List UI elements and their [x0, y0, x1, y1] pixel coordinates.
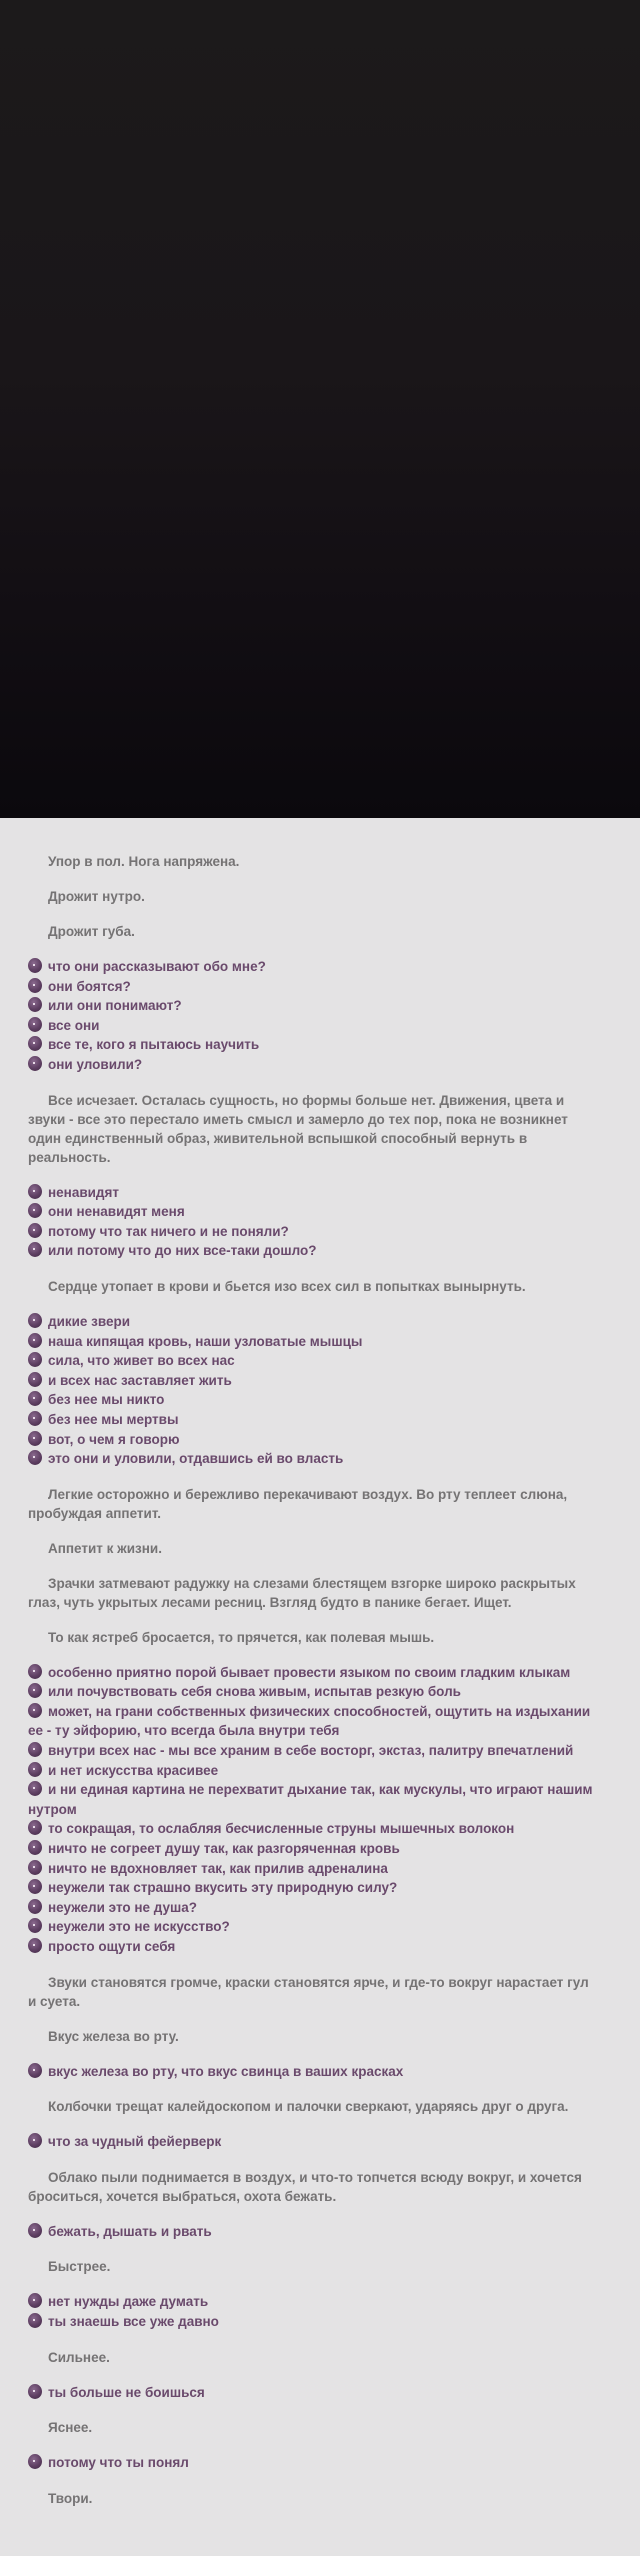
list-item-text: и всех нас заставляет жить [48, 1372, 232, 1388]
purple-sphere-bullet-icon [28, 1664, 42, 1679]
purple-sphere-bullet-icon [28, 1242, 42, 1257]
purple-sphere-bullet-icon [28, 958, 42, 973]
purple-sphere-bullet-icon [28, 1742, 42, 1757]
list-item-text: все те, кого я пытаюсь научить [48, 1037, 260, 1053]
list-item [28, 1761, 600, 1781]
paragraph: Вкус железа во рту. [48, 2028, 179, 2044]
paragraph: Сильнее. [48, 2349, 110, 2365]
purple-sphere-bullet-icon [28, 2293, 42, 2308]
purple-sphere-bullet-icon [28, 1860, 42, 1875]
purple-sphere-bullet-icon [28, 1313, 42, 1328]
purple-sphere-bullet-icon [28, 1703, 42, 1718]
list-item-text: ты больше не боишься [48, 2384, 205, 2400]
list-item [28, 1332, 600, 1352]
list-item-text: ненавидят [48, 1184, 119, 1200]
list-item [28, 1780, 600, 1819]
purple-sphere-bullet-icon [28, 2313, 42, 2328]
list-item-text: что за чудный фейерверк [48, 2134, 222, 2150]
list-item [28, 996, 600, 1016]
list-item [28, 1741, 600, 1761]
paragraph: Дрожит губа. [48, 924, 135, 939]
purple-sphere-bullet-icon [28, 1372, 42, 1387]
purple-sphere-bullet-icon [28, 2063, 42, 2078]
list-item [28, 1241, 600, 1261]
purple-sphere-bullet-icon [28, 1899, 42, 1914]
list-item [28, 1410, 600, 1430]
list-item-text: потому что так ничего и не поняли? [48, 1223, 289, 1239]
list-item [28, 1917, 600, 1937]
list-item [28, 2132, 600, 2152]
list-item-text: дикие звери [48, 1313, 131, 1329]
list-item [28, 2383, 600, 2403]
purple-sphere-bullet-icon [28, 1683, 42, 1698]
bullet-list [28, 1183, 600, 1261]
list-item-text: бежать, дышать и рвать [48, 2223, 212, 2239]
paragraph: Аппетит к жизни. [48, 1540, 162, 1556]
list-item [28, 1016, 600, 1036]
list-item [28, 1702, 600, 1741]
list-item-text: наша кипящая кровь, наши узловатые мышцы [48, 1333, 363, 1349]
paragraph: То как ястреб бросается, то прячется, как полевая мышь. [48, 1629, 435, 1645]
purple-sphere-bullet-icon [28, 1333, 42, 1348]
paragraph: Легкие осторожно и бережливо перекачивают воздух. Во рту теплеет слюна, пробуждая аппетит. [28, 1486, 568, 1521]
list-item [28, 957, 600, 977]
list-item [28, 1055, 600, 1075]
list-item [28, 977, 600, 997]
paragraph: Колбочки трещат калейдоскопом и палочки сверкают, ударяясь друг о друга. [48, 2099, 569, 2115]
purple-sphere-bullet-icon [28, 1781, 42, 1796]
list-item [28, 1937, 600, 1957]
purple-sphere-bullet-icon [28, 1879, 42, 1894]
bullet-list [28, 2062, 600, 2082]
purple-sphere-bullet-icon [28, 1918, 42, 1933]
list-item [28, 1390, 600, 1410]
purple-sphere-bullet-icon [28, 1938, 42, 1953]
purple-sphere-bullet-icon [28, 1411, 42, 1426]
purple-sphere-bullet-icon [28, 1820, 42, 1835]
paragraph: Сердце утопает в крови и бьется изо всех сил в попытках вынырнуть. [48, 1278, 526, 1294]
list-item-text: они ненавидят меня [48, 1204, 185, 1220]
purple-sphere-bullet-icon [28, 1431, 42, 1446]
list-item-text: нет нужды даже думать [48, 2294, 209, 2310]
purple-sphere-bullet-icon [28, 1352, 42, 1367]
paragraph: Яснее. [48, 2420, 93, 2436]
list-item-text: что они рассказывают обо мне? [48, 959, 266, 974]
list-item [28, 1449, 600, 1469]
list-item-text: все они [48, 1017, 100, 1033]
list-item [28, 2453, 600, 2473]
list-item [28, 1859, 600, 1879]
purple-sphere-bullet-icon [28, 2133, 42, 2148]
list-item [28, 1839, 600, 1859]
paragraph: Дрожит нутро. [48, 889, 145, 904]
bullet-list [28, 1312, 600, 1469]
list-item-text: ты знаешь все уже давно [48, 2313, 219, 2329]
bullet-list [28, 2132, 600, 2152]
paragraph: Облако пыли поднимается в воздух, и что-то топчется всюду вокруг, и хочется броситься, хочется выбраться, охота бежать. [28, 2169, 582, 2204]
list-item [28, 2062, 600, 2082]
purple-sphere-bullet-icon [28, 2223, 42, 2238]
list-item-text: без нее мы мертвы [48, 1411, 179, 1427]
paragraph: Упор в пол. Нога напряжена. [48, 854, 240, 869]
list-item-text: вкус железа во рту, что вкус свинца в ваших красках [48, 2063, 404, 2079]
list-item-text: внутри всех нас - мы все храним в себе восторг, экстаз, палитру впечатлений [48, 1743, 574, 1759]
list-item-text: ничто не согреет душу так, как разгоряченная кровь [48, 1841, 400, 1857]
post-content [0, 818, 640, 2554]
list-item [28, 1371, 600, 1391]
purple-sphere-bullet-icon [28, 1056, 42, 1071]
list-item-text: может, на грани собственных физических способностей, ощутить на издыхании ее - ту эйфорию, что всегда была внутри тебя [28, 1703, 591, 1739]
paragraph: Твори. [48, 2490, 93, 2506]
list-item-text: или потому что до них все-таки дошло? [48, 1243, 317, 1259]
paragraph: Зрачки затмевают радужку на слезами блестящем взгорке широко раскрытых глаз, чуть укрытых лесами ресниц. Взгляд будто в панике бегает. Ищет. [28, 1575, 576, 1610]
list-item [28, 1663, 600, 1683]
paragraph: Звуки становятся громче, краски становятся ярче, и где-то вокруг нарастает гул и суета. [28, 1974, 589, 2009]
purple-sphere-bullet-icon [28, 997, 42, 1012]
header-dark-image [0, 0, 640, 818]
list-item-text: или почувствовать себя снова живым, испытав резкую боль [48, 1684, 461, 1700]
purple-sphere-bullet-icon [28, 1223, 42, 1238]
purple-sphere-bullet-icon [28, 1450, 42, 1465]
list-item-text: сила, что живет во всех нас [48, 1353, 235, 1369]
list-item-text: это они и уловили, отдавшись ей во власть [48, 1451, 344, 1467]
list-item [28, 2222, 600, 2242]
list-item-text: потому что ты понял [48, 2455, 189, 2471]
list-item-text: неужели это не душа? [48, 1899, 198, 1915]
bullet-list [28, 2383, 600, 2403]
list-item [28, 1430, 600, 1450]
list-item [28, 1819, 600, 1839]
bullet-list [28, 2292, 600, 2331]
list-item [28, 1898, 600, 1918]
list-item [28, 2292, 600, 2312]
list-item [28, 1035, 600, 1055]
list-item-text: и ни единая картина не перехватит дыхание так, как мускулы, что играют нашим нутром [28, 1782, 593, 1817]
list-item [28, 1222, 600, 1242]
list-item-text: неужели это не искусство? [48, 1919, 230, 1935]
purple-sphere-bullet-icon [28, 1036, 42, 1051]
list-item [28, 1878, 600, 1898]
list-item-text: они уловили? [48, 1056, 143, 1072]
list-item-text: вот, о чем я говорю [48, 1431, 180, 1447]
list-item-text: неужели так страшно вкусить эту природную силу? [48, 1880, 398, 1896]
list-item-text: просто ощути себя [48, 1939, 176, 1954]
list-item [28, 1351, 600, 1371]
list-item-text: они боятся? [48, 978, 131, 994]
bullet-list [28, 2222, 600, 2242]
list-item [28, 2312, 600, 2332]
paragraph: Все исчезает. Осталась сущность, но формы больше нет. Движения, цвета и звуки - все это перестало иметь смысл и замерло до тех пор, пока не возникнет один единственный образ, живительной вспышкой способный вернуть в реальность. [28, 1092, 568, 1165]
list-item-text: особенно приятно порой бывает провести языком по своим гладким клыкам [48, 1664, 571, 1680]
list-item [28, 1312, 600, 1332]
bullet-list [28, 2453, 600, 2473]
purple-sphere-bullet-icon [28, 1840, 42, 1855]
purple-sphere-bullet-icon [28, 1017, 42, 1032]
list-item-text: ничто не вдохновляет так, как прилив адреналина [48, 1860, 388, 1876]
bullet-list [28, 1663, 600, 1957]
list-item-text: и нет искусства красивее [48, 1762, 219, 1778]
list-item [28, 1682, 600, 1702]
purple-sphere-bullet-icon [28, 978, 42, 993]
purple-sphere-bullet-icon [28, 1203, 42, 1218]
list-item-text: или они понимают? [48, 998, 182, 1014]
purple-sphere-bullet-icon [28, 1391, 42, 1406]
list-item [28, 1183, 600, 1203]
bullet-list [28, 957, 600, 1075]
paragraph: Быстрее. [48, 2259, 111, 2275]
purple-sphere-bullet-icon [28, 1762, 42, 1777]
purple-sphere-bullet-icon [28, 1184, 42, 1199]
purple-sphere-bullet-icon [28, 2384, 42, 2399]
purple-sphere-bullet-icon [28, 2454, 42, 2469]
list-item-text: то сокращая, то ослабляя бесчисленные струны мышечных волокон [48, 1821, 515, 1837]
list-item-text: без нее мы никто [48, 1392, 165, 1408]
list-item [28, 1202, 600, 1222]
